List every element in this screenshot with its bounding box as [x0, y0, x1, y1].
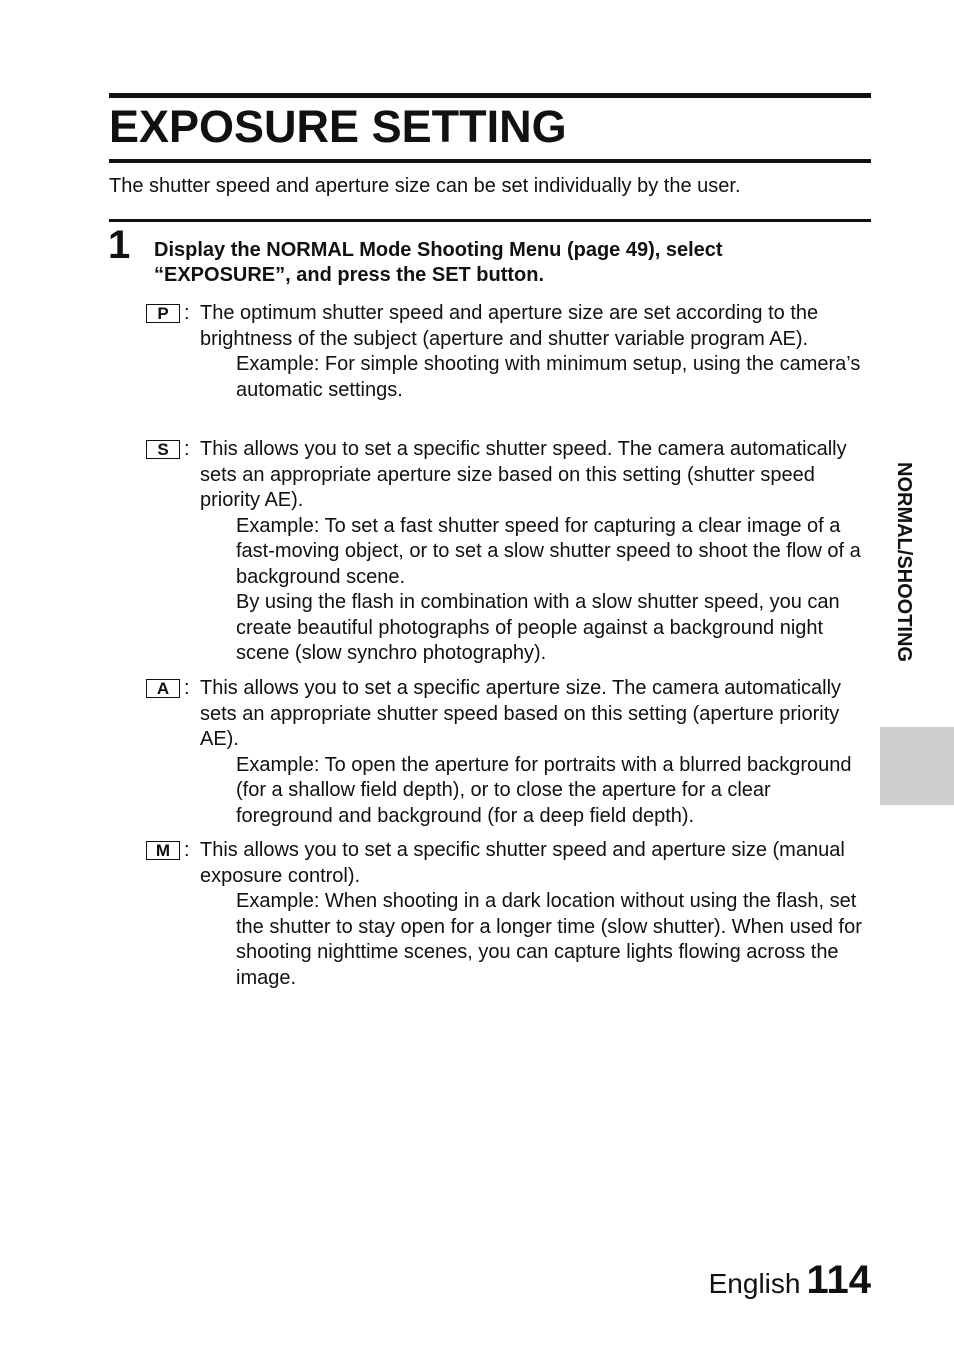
section-side-tab-marker [880, 727, 954, 805]
mode-colon: : [184, 839, 190, 861]
mode-example: Example: When shooting in a dark location without using the flash, set the shutter to stay open for a longer time (slow shutter). When used for shooting nighttime scenes, you can capture lights flowing across the image. [236, 890, 862, 989]
mode-a-icon: A [146, 679, 180, 698]
mode-item-aperture-priority [146, 676, 868, 829]
mode-p-icon: P [146, 304, 180, 323]
mode-example: Example: To set a fast shutter speed for capturing a clear image of a fast-moving object, or to set a slow shutter speed to shoot the flow of a background scene. [236, 514, 861, 588]
mode-item-program [146, 301, 868, 403]
mode-example-note: By using the flash in combination with a slow shutter speed, you can create beautiful photographs of people against a background night scene (slow synchro photography). [236, 591, 840, 664]
mode-example: Example: For simple shooting with minimum setup, using the camera’s automatic settings. [236, 353, 861, 401]
mode-description: This allows you to set a specific shutter speed and aperture size (manual exposure control). [200, 839, 845, 887]
intro-text: The shutter speed and aperture size can be set individually by the user. [109, 175, 741, 197]
mode-description: This allows you to set a specific aperture size. The camera automatically sets an appropriate shutter speed based on this setting (aperture priority AE). [200, 677, 842, 750]
page-number: 114 [806, 1258, 871, 1302]
page-title: EXPOSURE SETTING [109, 101, 567, 152]
mode-colon: : [184, 438, 190, 460]
title-bottom-rule [109, 159, 871, 163]
footer-language: English [708, 1268, 801, 1299]
mode-colon: : [184, 302, 190, 324]
mode-item-shutter-priority [146, 437, 868, 667]
page-footer [709, 1258, 871, 1303]
mode-m-icon: M [146, 841, 180, 860]
mode-description: The optimum shutter speed and aperture size are set according to the brightness of the subject (aperture and shutter variable program AE). [200, 302, 819, 350]
mode-item-manual [146, 838, 868, 991]
mode-colon: : [184, 677, 190, 699]
step-instruction: Display the NORMAL Mode Shooting Menu (page 49), select “EXPOSURE”, and press the SET button. [154, 239, 723, 286]
title-top-rule [109, 93, 871, 98]
mode-s-icon: S [146, 440, 180, 459]
mode-description: This allows you to set a specific shutter speed. The camera automatically sets an appropriate aperture size based on this setting (shutter speed priority AE). [200, 438, 847, 511]
step-rule [109, 219, 871, 222]
mode-example: Example: To open the aperture for portraits with a blurred background (for a shallow field depth), or to close the aperture for a clear foreground and background (for a deep field depth). [236, 753, 852, 827]
section-side-tab-label: NORMAL/SHOOTING [893, 462, 915, 662]
step-number: 1 [108, 223, 131, 267]
